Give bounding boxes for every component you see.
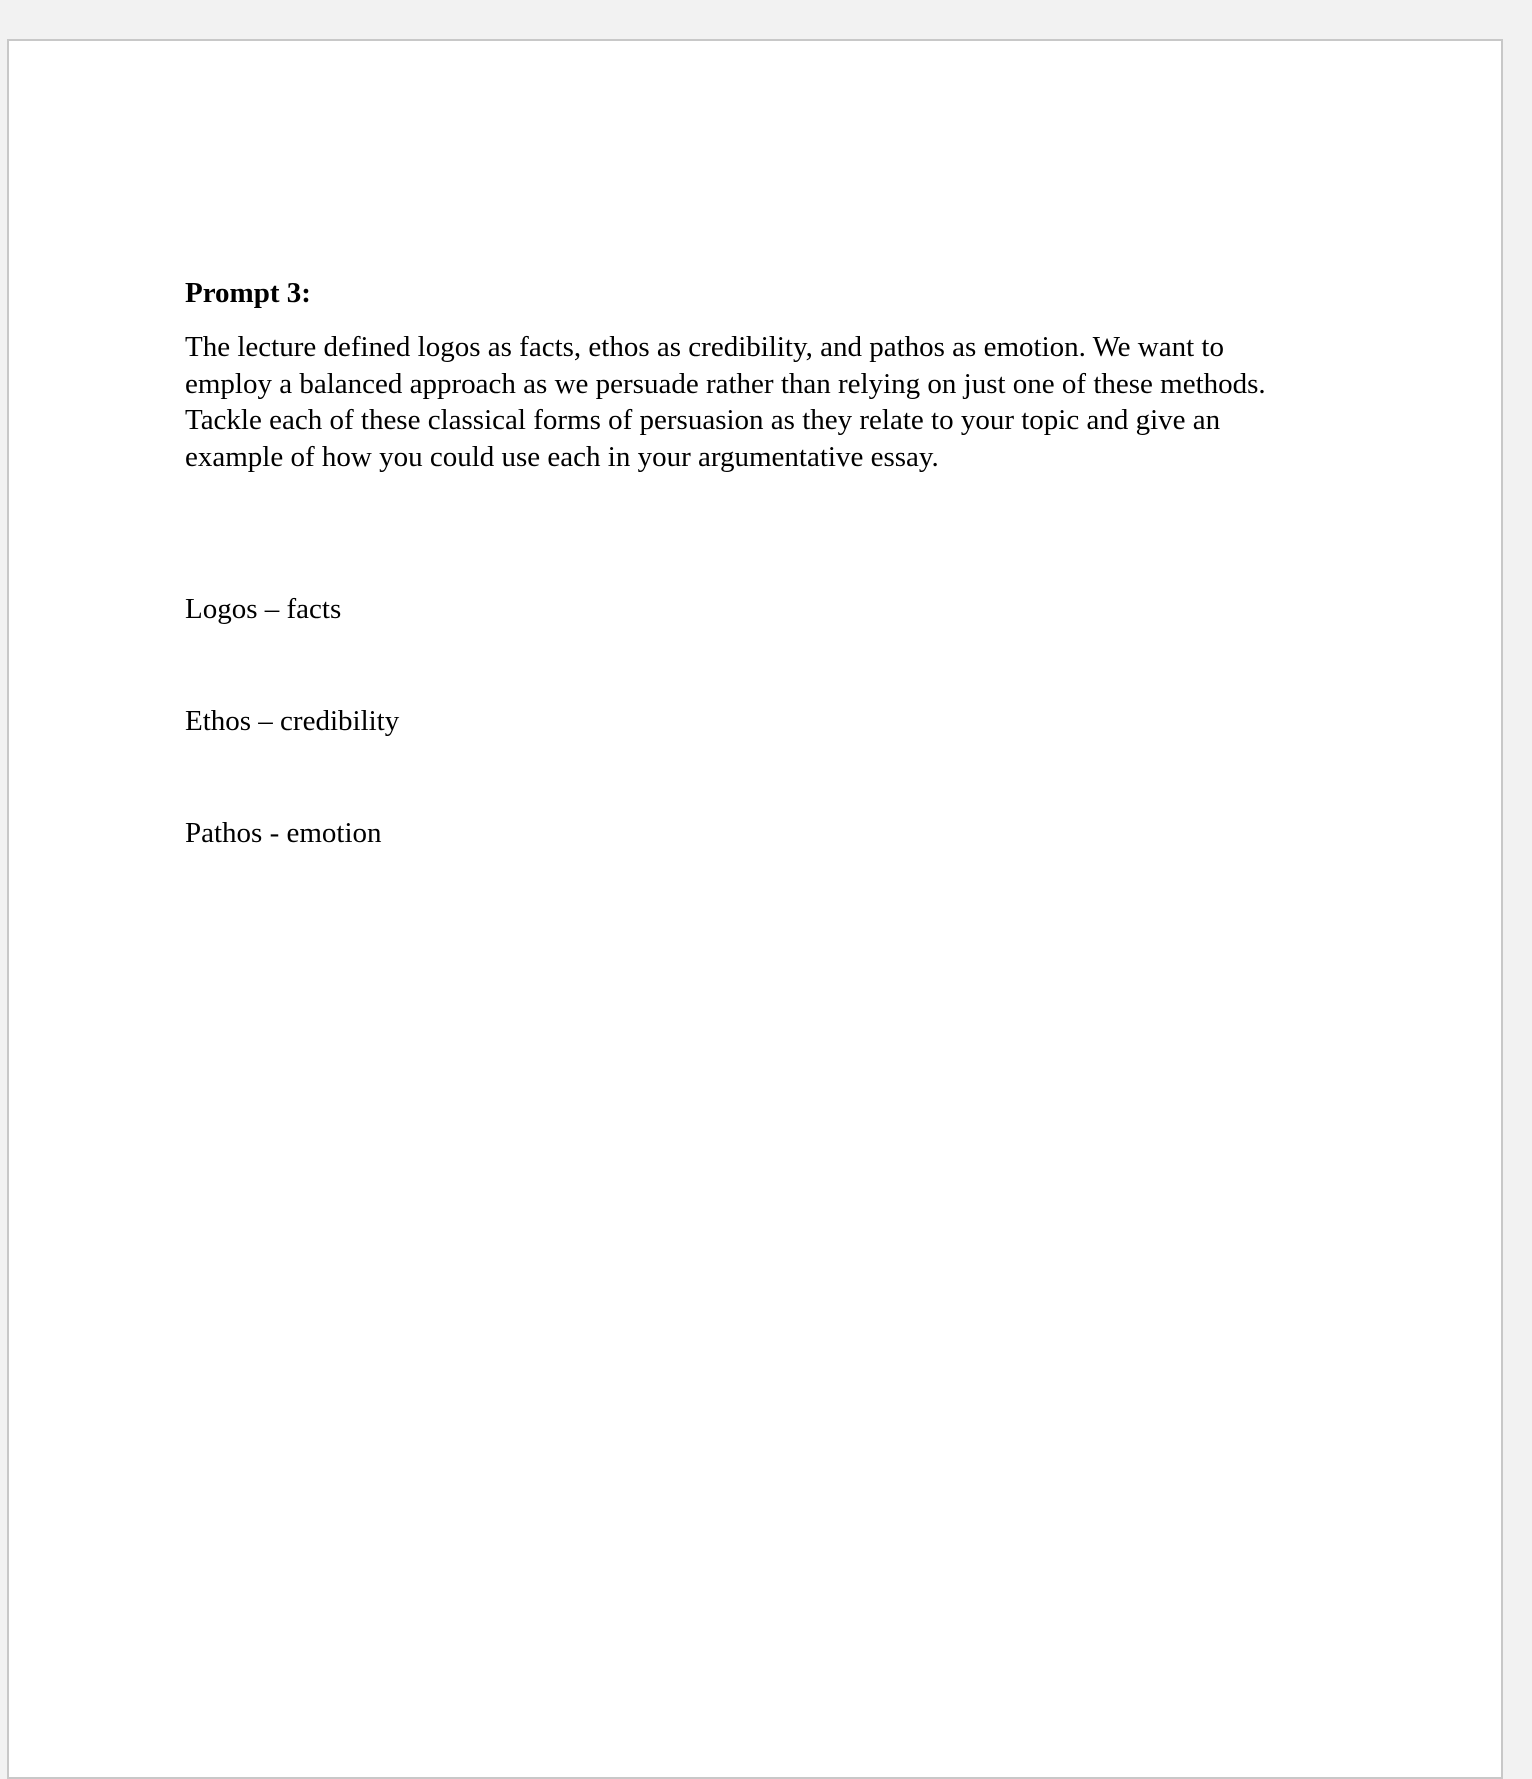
paragraph-line: example of how you could use each in your argumentative essay. — [185, 440, 939, 473]
pathos-item: Pathos - emotion — [185, 817, 382, 849]
document-page — [7, 39, 1503, 1779]
prompt-paragraph — [185, 329, 1315, 475]
paragraph-line: employ a balanced approach as we persuade rather than relying on just one of these methods. — [185, 367, 1266, 400]
prompt-heading: Prompt 3: — [185, 277, 311, 309]
document-content — [185, 273, 1315, 849]
logos-item: Logos – facts — [185, 593, 342, 625]
paragraph-line: The lecture defined logos as facts, ethos as credibility, and pathos as emotion. We want to — [185, 331, 1224, 363]
ethos-item: Ethos – credibility — [185, 705, 400, 737]
paragraph-line: Tackle each of these classical forms of persuasion as they relate to your topic and give an — [185, 404, 1221, 436]
